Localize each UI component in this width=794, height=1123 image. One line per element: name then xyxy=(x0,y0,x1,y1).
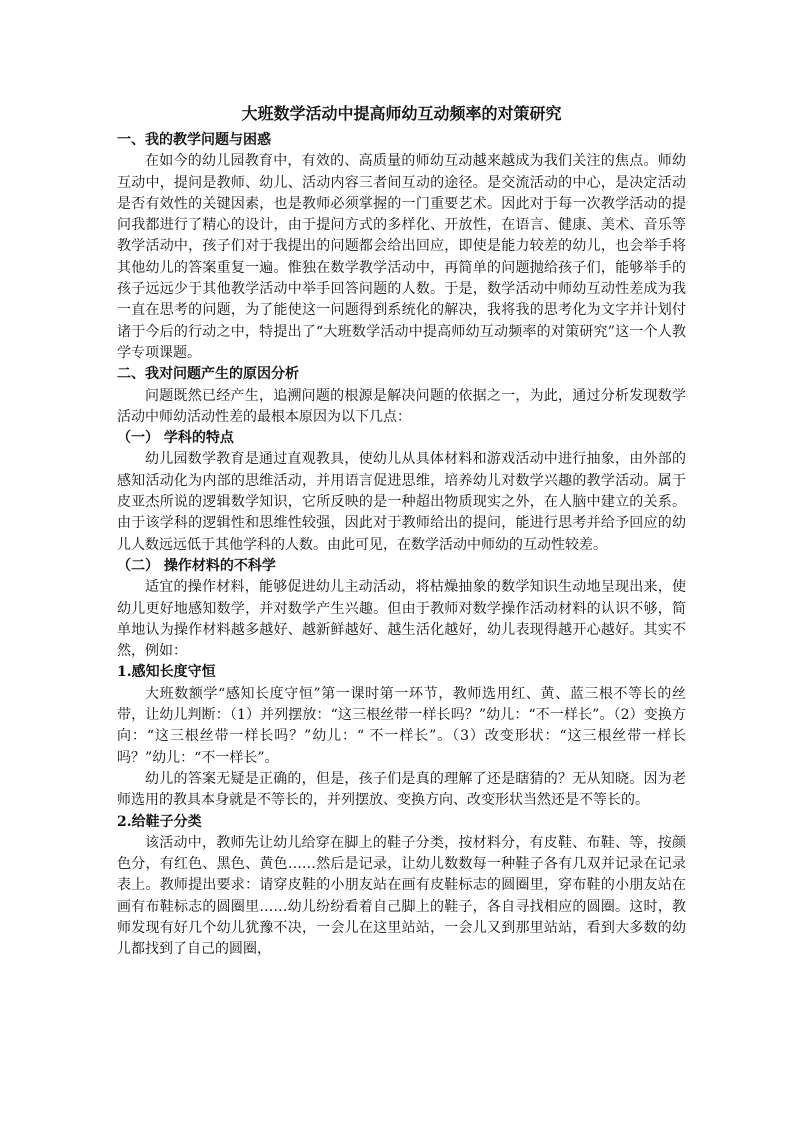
subsection-1-heading: （一） 学科的特点 xyxy=(117,430,234,447)
case-1-paragraph-1: 大班数额学“感知长度守恒”第一课时第一环节，教师选用红、黄、蓝三根不等长的丝带，让幼儿判断：（1）并列摆放：“这三根丝带一样长吗？”幼儿：“不一样长”。（2）变换方向：“这三根丝带一样长吗？”幼儿：“ 不一样长”。（3）改变形状：“这三根丝带一样长吗？”幼儿：“不一样长”。 xyxy=(117,685,686,766)
case-1-paragraph-2: 幼儿的答案无疑是正确的，但是，孩子们是真的理解了还是瞎猜的？无从知晓。因为老师选用的教具本身就是不等长的，并列摆放、变换方向、改变形状当然还是不等长的。 xyxy=(117,770,686,809)
subsection-2-paragraph: 适宜的操作材料，能够促进幼儿主动活动，将枯燥抽象的数学知识生动地呈现出来，使幼儿更好地感知数学，并对数学产生兴趣。但由于教师对数学操作活动材料的认识不够，简单地认为操作材料越多越好、越新鲜越好、越生活化越好，幼儿表现得越开心越好。其实不然，例如： xyxy=(117,579,686,660)
case-2-heading: 2.给鞋子分类 xyxy=(117,813,202,830)
subsection-1-paragraph: 幼儿园数学教育是通过直观教具，使幼儿从具体材料和游戏活动中进行抽象，由外部的感知活动化为内部的思维活动，并用语言促进思维，培养幼儿对数学兴趣的教学活动。属于皮亚杰所说的逻辑数学知识，它所反映的是一种超出物质现实之外，在人脑中建立的关系。由于该学科的逻辑性和思维性较强，因此对于教师给出的提问，能进行思考并给予回应的幼儿人数远远低于其他学科的人数。由此可见，在数学活动中师幼的互动性较差。 xyxy=(117,451,686,553)
subsection-2-heading: （二） 操作材料的不科学 xyxy=(117,557,276,574)
section-2-intro-paragraph: 问题既然已经产生，追溯问题的根源是解决问题的依据之一，为此，通过分析发现数学活动中师幼活动性差的最根本原因为以下几点： xyxy=(117,387,686,425)
section-1-heading: 一、我的教学问题与困惑 xyxy=(117,132,271,148)
document-page xyxy=(117,102,686,961)
case-2-paragraph: 该活动中，教师先让幼儿给穿在脚上的鞋子分类，按材料分，有皮鞋、布鞋、等，按颜色分，有红色、黑色、黄色……然后是记录，让幼儿数数每一种鞋子各有几双并记录在记录表上。教师提出要求：请穿皮鞋的小朋友站在画有皮鞋标志的圆圈里，穿布鞋的小朋友站在画有布鞋标志的圆圈里……幼儿纷纷看着自己脚上的鞋子，各自寻找相应的圆圈。这时，教师发现有好几个幼儿犹豫不决，一会儿在这里站站，一会儿又到那里站站，看到大多数的幼儿都找到了自己的圆圈， xyxy=(117,834,686,958)
document-title: 大班数学活动中提高师幼互动频率的对策研究 xyxy=(241,104,562,123)
section-1-paragraph: 在如今的幼儿园教育中，有效的、高质量的师幼互动越来越成为我们关注的焦点。师幼互动中，提问是教师、幼儿、活动内容三者间互动的途径。是交流活动的中心，是决定活动是否有效性的关键因素，也是教师必须掌握的一门重要艺术。因此对于每一次教学活动的提问我都进行了精心的设计，由于提问方式的多样化、开放性，在语言、健康、美术、音乐等教学活动中，孩子们对于我提出的问题都会给出回应，即使是能力较差的幼儿，也会举手将其他幼儿的答案重复一遍。惟独在数学教学活动中，再简单的问题抛给孩子们，能够举手的孩子远远少于其他教学活动中举手回答问题的人数。于是，数学活动中师幼互动性差成为我一直在思考的问题，为了能使这一问题得到系统化的解决，我将我的思考化为文字并计划付诸于今后的行动之中，特提出了“大班数学活动中提高师幼互动频率的对策研究”这一个人教学专项课题。 xyxy=(117,153,686,361)
case-1-heading: 1.感知长度守恒 xyxy=(117,664,216,681)
section-2-heading: 二、我对问题产生的原因分析 xyxy=(117,366,299,383)
